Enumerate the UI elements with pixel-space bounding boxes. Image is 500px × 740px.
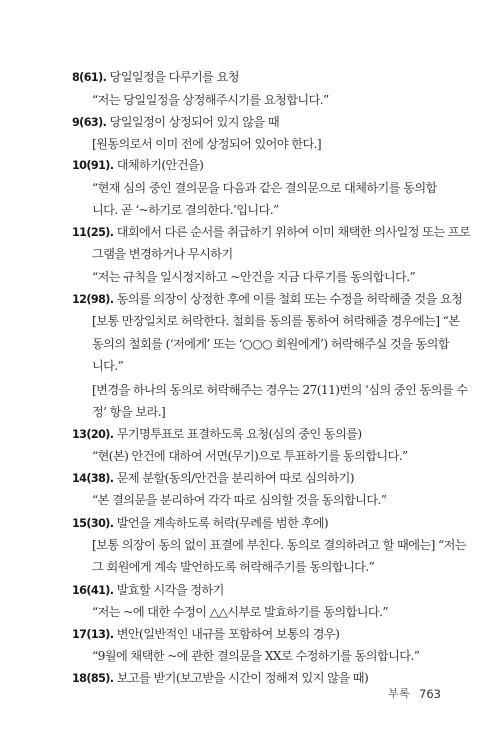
entry-text: “9월에 채택한 ~에 관한 결의문을 XX로 수정하기를 동의합니다.” — [92, 649, 420, 663]
entry-title: 당일일정이 상정되어 있지 않을 때 — [109, 115, 280, 129]
entry-number: 18(85). — [72, 672, 114, 685]
entry-text: 그램을 변경하거나 무시하기 — [92, 247, 233, 261]
entry-number: 17(13). — [72, 628, 114, 641]
entry-number: 16(41). — [72, 584, 114, 597]
entry-number: 15(30). — [72, 517, 114, 530]
entry-text: [원동의로서 이미 전에 상정되어 있어야 한다.] — [92, 137, 322, 151]
footer-section-label: 부록 — [388, 687, 411, 700]
entry-text: [보통 의장이 동의 없이 표결에 부친다. 동의로 결의하려고 할 때에는] “저는 — [92, 538, 466, 552]
entry-number: 12(98). — [72, 293, 114, 306]
entry-text: “저는 당일일정을 상정해주시기를 요청합니다.” — [92, 93, 329, 107]
entry-text: “본 결의문을 분리하여 각각 따로 심의할 것을 동의합니다.” — [92, 493, 387, 507]
entry-title: 발효할 시각을 정하기 — [116, 583, 224, 597]
entry-text: 니다. 곧 ‘~하기로 결의한다.’입니다.” — [92, 203, 279, 217]
entry-number: 13(20). — [72, 428, 114, 441]
entry-title: 무기명투표로 표결하도록 요청(심의 중인 동의를) — [116, 427, 362, 441]
entry-text: [변경을 하나의 동의로 허락해주는 경우는 27(11)번의 ‘심의 중인 동의를 수 — [92, 383, 468, 397]
entry-text: 그 회원에게 계속 발언하도록 허락해주기를 동의합니다.” — [92, 560, 375, 574]
entry-text: 동의의 철회를 (‘저에게’ 또는 ‘○○○ 회원에게’) 허락해주실 것을 동의합 — [92, 337, 450, 351]
entry-number: 11(25). — [72, 226, 114, 239]
entry-text: “현(본) 안건에 대하여 서면(무기)으로 투표하기를 동의합니다.” — [92, 449, 408, 463]
entry-title: 대회에서 다른 순서를 취급하기 위하여 이미 채택한 의사일정 또는 프로 — [116, 225, 471, 239]
entry-title: 발언을 계속하도록 허락(무례를 범한 후에) — [116, 516, 329, 530]
entry-text: “저는 ~에 대한 수정이 △△시부로 발효하기를 동의합니다.” — [92, 605, 388, 619]
entry-text: “저는 규칙을 일시정지하고 ~안건을 지금 다루기를 동의합니다.” — [92, 270, 416, 284]
entry-title: 대체하기(안건을) — [116, 158, 204, 172]
entry-title: 문제 분할(동의/안건을 분리하여 따로 심의하기) — [116, 471, 354, 485]
entry-title: 동의를 의장이 상정한 후에 이를 철회 또는 수정을 허락해줄 것을 요청 — [116, 292, 463, 306]
entry-title: 변안(일반적인 내규를 포함하여 보통의 경우) — [116, 627, 340, 641]
entry-text: 정’ 항을 보라.] — [92, 405, 166, 419]
entry-number: 8(61). — [72, 71, 107, 84]
entry-number: 14(38). — [72, 472, 114, 485]
entry-text: [보통 만장일치로 허락한다. 철회를 동의를 통하여 허락해줄 경우에는] “본 — [92, 314, 460, 328]
entry-title: 당일일정을 다루기를 요청 — [109, 70, 239, 84]
entry-number: 9(63). — [72, 116, 107, 129]
entry-number: 10(91). — [72, 159, 114, 172]
entry-text: 니다.” — [92, 359, 124, 373]
entry-title: 보고를 받기(보고받을 시간이 정해져 있지 않을 때) — [116, 671, 369, 685]
entry-text: “현재 심의 중인 결의문을 다음과 같은 결의문으로 대체하기를 동의합 — [92, 181, 437, 195]
page-number: 763 — [419, 687, 441, 701]
